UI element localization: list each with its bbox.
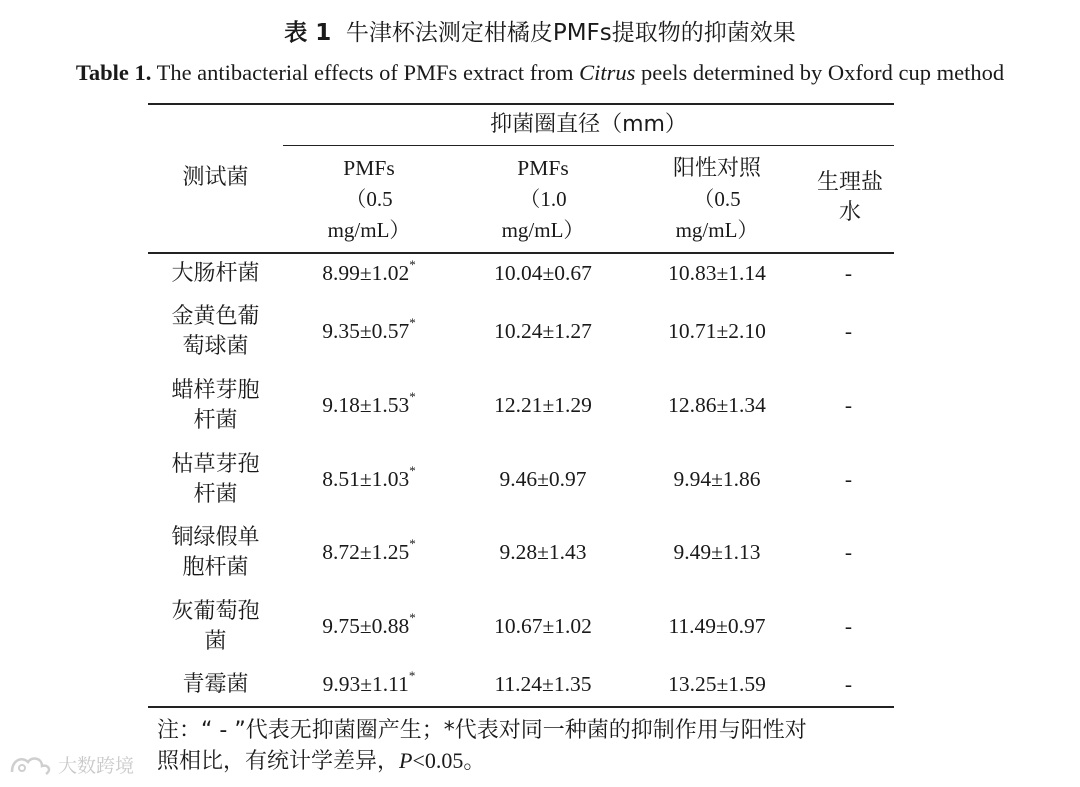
cell-value: - [844, 467, 853, 491]
cell-value: 12.21±1.29 [494, 393, 592, 417]
table-cell-c3 [631, 393, 803, 418]
species-name-line2: 杆菌 [193, 408, 238, 433]
watermark-logo-icon [8, 752, 54, 778]
cell-value: 9.46±0.97 [499, 467, 587, 491]
table-cell-c3 [631, 319, 803, 344]
cell-value: 9.49±1.13 [673, 540, 761, 564]
table-cell-c4 [803, 467, 894, 492]
cell-value: 10.71±2.10 [668, 319, 766, 343]
cell-value: 12.86±1.34 [668, 393, 766, 417]
table-cell-c4 [803, 393, 894, 418]
species-name-line1: 蜡样芽胞 [171, 378, 260, 403]
table-cell-c2 [455, 672, 631, 697]
table-cell-c1 [283, 463, 455, 492]
cell-value: 8.51±1.03 [322, 467, 410, 491]
table-cell-c3 [631, 614, 803, 639]
cell-value: - [844, 672, 853, 696]
significance-marker: * [409, 610, 416, 625]
cell-value: 9.35±0.57 [322, 319, 410, 343]
significance-marker: * [409, 389, 416, 404]
species-name-line1: 灰葡萄孢 [171, 599, 260, 624]
species-name [148, 670, 283, 700]
note-p-value: <0.05。 [412, 748, 486, 773]
cell-value: 9.75±0.88 [322, 614, 410, 638]
table-cell-c2 [455, 540, 631, 565]
table-cell-c1 [283, 257, 455, 286]
table-note [157, 716, 897, 777]
header-col-line1: PMFs [343, 156, 395, 180]
species-name [148, 523, 283, 583]
header-col-line3: mg/mL） [675, 218, 759, 242]
header-col-pmfs-05 [283, 153, 455, 246]
table-caption-en [0, 60, 1080, 86]
cell-value: 8.99±1.02 [322, 261, 410, 285]
cell-value: 11.49±0.97 [668, 614, 766, 638]
significance-marker: * [409, 536, 416, 551]
note-line2 [157, 746, 897, 777]
header-col-line2: （1.0 [519, 187, 567, 211]
header-col-saline [800, 168, 900, 228]
table-cell-c1 [283, 389, 455, 418]
caption-label-en: Table 1. [75, 60, 152, 85]
significance-marker: * [409, 257, 416, 272]
note-line2-text: 照相比，有统计学差异， [157, 749, 400, 774]
table-cell-c2 [455, 319, 631, 344]
header-col-positive-control [631, 153, 803, 246]
header-col-line2: （0.5 [345, 187, 393, 211]
species-name [148, 302, 283, 362]
table-cell-c2 [455, 261, 631, 286]
species-name-line1: 铜绿假单 [171, 525, 260, 550]
table-cell-c4 [803, 540, 894, 565]
cell-value: 9.18±1.53 [322, 393, 410, 417]
header-col-line3: mg/mL） [327, 218, 411, 242]
table-bottom-rule [148, 706, 894, 708]
cell-value: - [844, 393, 853, 417]
table-cell-c2 [455, 467, 631, 492]
watermark-text: 大数跨境 [58, 755, 135, 777]
cell-value: 9.28±1.43 [499, 540, 587, 564]
species-name [148, 597, 283, 657]
caption-text-cn: 牛津杯法测定柑橘皮PMFs提取物的抑菌效果 [345, 20, 796, 46]
significance-marker: * [409, 463, 416, 478]
species-name-line2: 菌 [204, 629, 227, 654]
cell-value: - [844, 540, 853, 564]
cell-value: - [844, 261, 853, 285]
header-bottom-rule [148, 252, 894, 254]
table-cell-c1 [283, 668, 455, 697]
header-col-line2: （0.5 [693, 187, 741, 211]
cell-value: - [844, 319, 853, 343]
cell-value: 13.25±1.59 [668, 672, 766, 696]
species-name-line1: 枯草芽孢 [171, 452, 260, 477]
table-cell-c4 [803, 319, 894, 344]
header-col-line1: 阳性对照 [672, 156, 761, 181]
table-caption-cn [0, 14, 1080, 47]
note-line1: 注：“ - ”代表无抑菌圈产生；*代表对同一种菌的抑制作用与阳性对 [157, 718, 807, 743]
cell-value: - [844, 614, 853, 638]
table-cell-c3 [631, 467, 803, 492]
header-col-pmfs-10 [455, 153, 631, 246]
note-p-symbol: P [399, 748, 413, 773]
header-span-diameter: 抑菌圈直径（mm） [490, 112, 687, 137]
cell-value: 10.04±0.67 [494, 261, 592, 285]
cell-value: 9.94±1.86 [673, 467, 761, 491]
caption-text-en-1: The antibacterial effects of PMFs extract from [156, 60, 574, 85]
caption-label-cn: 表 1 [284, 20, 332, 46]
species-name [148, 259, 283, 289]
header-col-line1: PMFs [517, 156, 569, 180]
significance-marker: * [408, 668, 416, 683]
table-cell-c3 [631, 261, 803, 286]
species-name [148, 376, 283, 436]
species-name-line2: 萄球菌 [182, 334, 249, 359]
species-name-line2: 胞杆菌 [182, 555, 249, 580]
table-cell-c1 [283, 610, 455, 639]
table-cell-c2 [455, 393, 631, 418]
table-cell-c3 [631, 672, 803, 697]
watermark [8, 751, 134, 778]
caption-italic-en: Citrus [579, 60, 636, 85]
cell-value: 10.83±1.14 [668, 261, 766, 285]
header-saline-line2: 水 [838, 200, 861, 225]
species-name-line1: 青霉菌 [182, 672, 249, 697]
species-name [148, 450, 283, 510]
significance-marker: * [409, 315, 416, 330]
table-cell-c2 [455, 614, 631, 639]
header-saline-line1: 生理盐 [816, 170, 883, 195]
cell-value: 10.67±1.02 [494, 614, 592, 638]
cell-value: 10.24±1.27 [494, 319, 592, 343]
cell-value: 9.93±1.11 [322, 672, 409, 696]
table-cell-c3 [631, 540, 803, 565]
species-name-line2: 杆菌 [193, 482, 238, 507]
cell-value: 8.72±1.25 [322, 540, 410, 564]
species-name-line1: 金黄色葡 [171, 304, 260, 329]
caption-text-en-2: peels determined by Oxford cup method [641, 60, 1005, 85]
header-span-rule [283, 145, 894, 146]
table-cell-c4 [803, 672, 894, 697]
cell-value: 11.24±1.35 [494, 672, 592, 696]
table-top-rule [148, 103, 894, 105]
species-name-line1: 大肠杆菌 [171, 261, 260, 286]
table-cell-c4 [803, 614, 894, 639]
header-col-line3: mg/mL） [501, 218, 585, 242]
table-cell-c4 [803, 261, 894, 286]
table-cell-c1 [283, 315, 455, 344]
table-cell-c1 [283, 536, 455, 565]
header-species: 测试菌 [182, 165, 249, 190]
